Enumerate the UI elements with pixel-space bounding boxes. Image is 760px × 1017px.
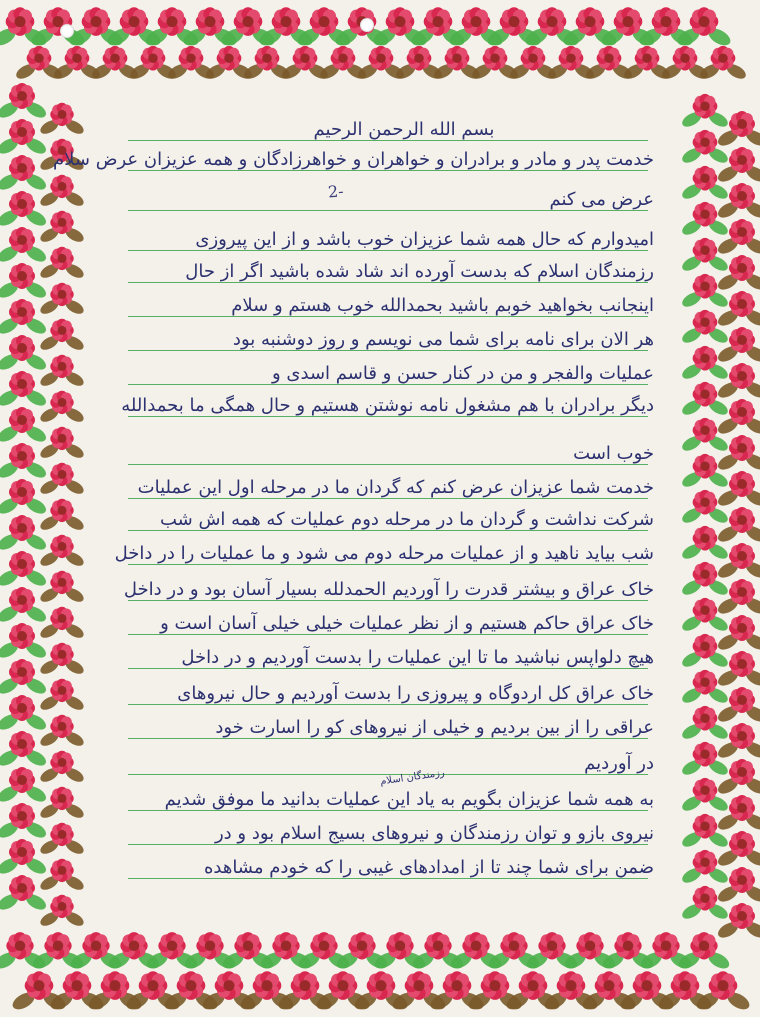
letter-line: اینجانب بخواهید خوبم باشید بحمدالله خوب هستم و سلام (231, 295, 654, 316)
letter-line: عملیات والفجر و من در کنار حسن و قاسم اسدی و (272, 363, 654, 384)
flower-motif (38, 895, 86, 929)
ruled-line (128, 140, 648, 141)
flower-motif (0, 623, 49, 661)
flower-motif (38, 355, 86, 389)
flower-motif (0, 443, 49, 481)
flower-motif (698, 46, 748, 82)
letter-line: خدمت پدر و مادر و برادران و خواهران و خواهرزادگان و همه عزیزان عرض سلام (53, 149, 654, 170)
flower-motif (0, 263, 49, 301)
flower-motif (38, 283, 86, 317)
ruled-line (128, 282, 648, 283)
flower-motif (38, 175, 86, 209)
flower-motif (0, 479, 49, 517)
letter-line: نیروی بازو و توان رزمندگان و نیروهای بسیج اسلام بود و در (214, 823, 654, 844)
letter-line: رزمندگان اسلام که بدست آورده اند شاد شده باشید اگر از حال (185, 261, 654, 282)
flower-motif (694, 971, 752, 1012)
flower-motif (0, 551, 49, 589)
flower-motif (680, 94, 730, 130)
flower-motif (38, 751, 86, 785)
flower-motif (0, 839, 49, 877)
ruled-line (128, 498, 648, 499)
ruled-line (128, 634, 648, 635)
ruled-line (128, 878, 648, 879)
flower-motif (38, 391, 86, 425)
flower-motif (0, 659, 49, 697)
ruled-line (128, 316, 648, 317)
flower-motif (38, 823, 86, 857)
letter-line: دیگر برادران با هم مشغول نامه نوشتن هستیم و حال همگی ما بحمدالله (121, 395, 654, 416)
flower-motif (38, 715, 86, 749)
ruled-line (128, 530, 648, 531)
flower-motif (38, 607, 86, 641)
flower-motif (38, 643, 86, 677)
flower-motif (0, 407, 49, 445)
letter-line: در آوردیم (584, 753, 654, 774)
flower-motif (0, 515, 49, 553)
letter-line: ضمن برای شما چند تا از امدادهای غیبی را که خودم مشاهده (203, 857, 654, 878)
letter-body (53, 90, 678, 920)
ruled-line (128, 704, 648, 705)
letter-line: شرکت نداشت و گردان ما در مرحله دوم عملیات که همه اش شب (159, 509, 654, 530)
letter-line: خوب است (573, 443, 654, 464)
ruled-line (128, 464, 648, 465)
ruled-line (128, 564, 648, 565)
flower-motif (38, 787, 86, 821)
punch-hole-icon (360, 18, 374, 32)
flower-motif (0, 803, 49, 841)
punch-hole-icon (60, 24, 74, 38)
flower-motif (38, 679, 86, 713)
letter-line: خاک عراق و بیشتر قدرت را آوردیم الحمدلله بسیار آسان بود و در داخل (123, 579, 654, 600)
flower-motif (38, 571, 86, 605)
letter-line: عراقی را از بین بردیم و خیلی از نیروهای کو را اسارت خود (215, 717, 654, 738)
letter-line: امیدوارم که حال همه شما عزیزان خوب باشد و از این پیروزی (195, 229, 654, 250)
ruled-line (128, 210, 648, 211)
flower-motif (0, 83, 49, 121)
ruled-line (128, 416, 648, 417)
ruled-line (128, 384, 648, 385)
letter-line: هیچ دلواپس نباشید ما تا این عملیات را بدست آوردیم و در داخل (181, 647, 654, 668)
flower-motif (38, 103, 86, 137)
ruled-line (128, 350, 648, 351)
ruled-line (128, 600, 648, 601)
letter-line: خاک عراق حاکم هستیم و از نظر عملیات خیلی خیلی آسان است و (160, 613, 654, 634)
flower-motif (0, 119, 49, 157)
ruled-line (128, 844, 648, 845)
flower-motif (0, 587, 49, 625)
flower-motif (38, 247, 86, 281)
letter-line: خدمت شما عزیزان عرض کنم که گردان ما در مرحله اول این عملیات (137, 477, 654, 498)
flower-motif (38, 427, 86, 461)
flower-motif (38, 859, 86, 893)
flower-motif (38, 463, 86, 497)
letter-line: خاک عراق کل اردوگاه و پیروزی را بدست آوردیم و حال نیروهای (177, 683, 654, 704)
ruled-line (128, 170, 648, 171)
ruled-line (128, 668, 648, 669)
margin-note: رزمندگان اسلام (379, 767, 446, 788)
flower-motif (0, 767, 49, 805)
ruled-line (128, 810, 648, 811)
letter-line: بسم الله الرحمن الرحیم (313, 119, 495, 140)
letter-line: به همه شما عزیزان بگویم به یاد این عملیات بدانید ما موفق شدیم (164, 789, 654, 810)
ruled-line (128, 250, 648, 251)
flower-motif (675, 7, 733, 48)
flower-motif (0, 335, 49, 373)
flower-motif (0, 155, 49, 193)
flower-motif (38, 499, 86, 533)
flower-motif (0, 299, 49, 337)
flower-motif (676, 932, 732, 972)
flower-motif (0, 695, 49, 733)
flower-motif (0, 191, 49, 229)
letter-line: شب بیاید ناهید و از عملیات مرحله دوم می شود و ما عملیات را در داخل (114, 543, 654, 564)
flower-motif (0, 227, 49, 265)
flower-motif (0, 371, 49, 409)
page-number: 2- (327, 181, 345, 202)
letter-line: عرض می کنم (549, 189, 654, 210)
flower-motif (0, 731, 49, 769)
ruled-line (128, 738, 648, 739)
flower-motif (38, 211, 86, 245)
flower-motif (38, 319, 86, 353)
flower-motif (0, 875, 49, 913)
flower-motif (38, 535, 86, 569)
letter-line: هر الان برای نامه برای شما می نویسم و روز دوشنبه بود (232, 329, 654, 350)
